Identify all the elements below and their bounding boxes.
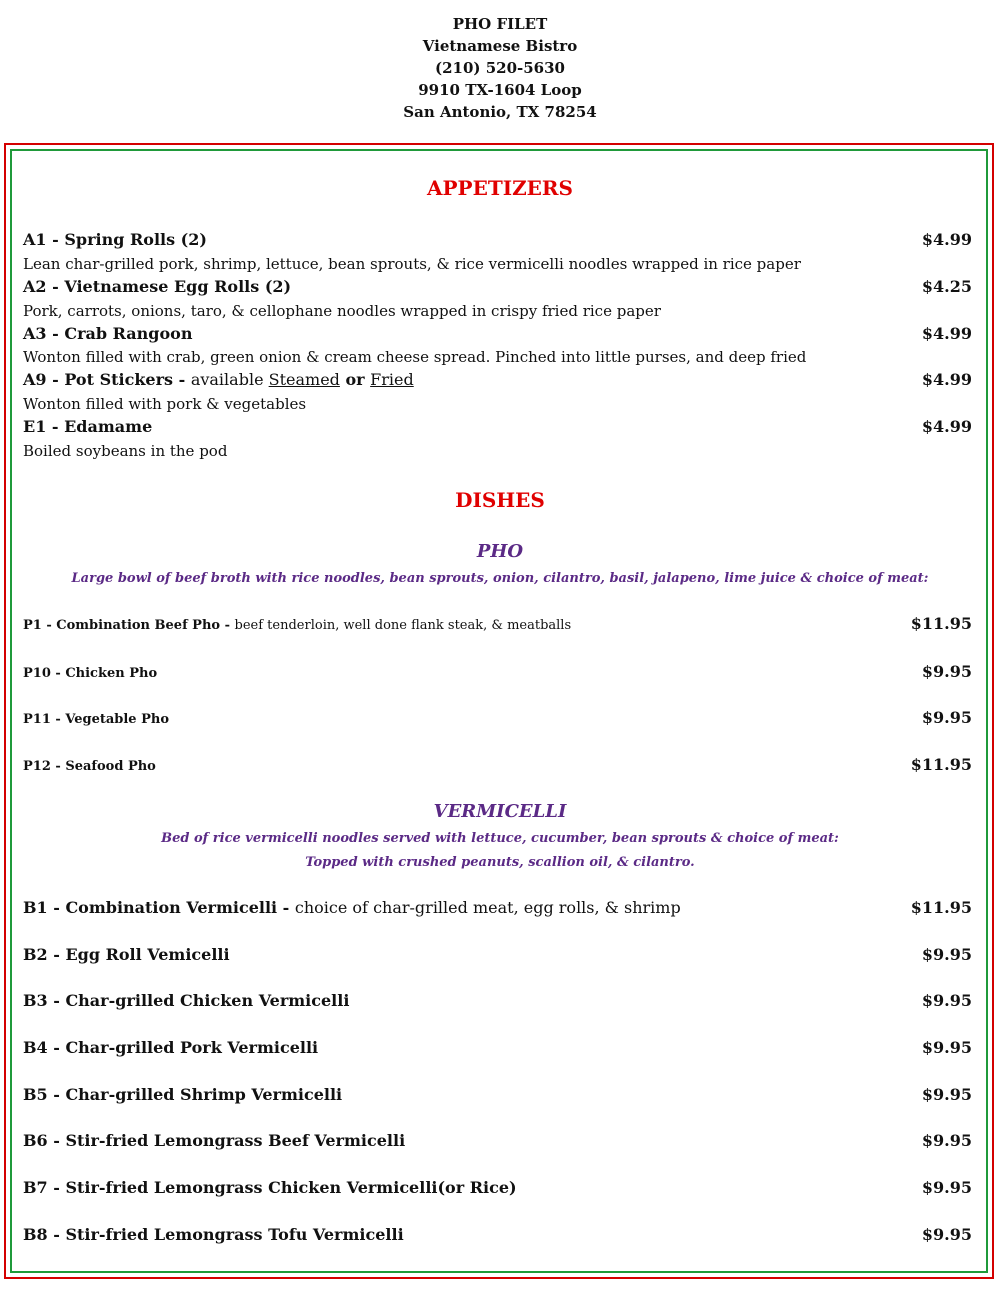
menu-item-a3 bbox=[23, 324, 972, 343]
item-name: B8 - Stir-fried Lemongrass Tofu Vermicelli bbox=[23, 1225, 404, 1244]
item-price: $9.95 bbox=[921, 1085, 972, 1104]
restaurant-phone: (210) 520-5630 bbox=[434, 59, 565, 77]
item-name: P10 - Chicken Pho bbox=[23, 666, 158, 681]
item-name: A1 - Spring Rolls (2) bbox=[23, 230, 207, 249]
item-price: $4.99 bbox=[921, 230, 972, 249]
menu-item-b1 bbox=[23, 898, 972, 917]
pho-description: Large bowl of beef broth with rice noodles, bean sprouts, onion, cilantro, basil, jalapeno, lime juice & choice of meat: bbox=[71, 571, 929, 586]
item-price: $9.95 bbox=[921, 1225, 972, 1244]
item-price: $11.95 bbox=[910, 898, 972, 917]
item-description: Boiled soybeans in the pod bbox=[23, 442, 228, 460]
menu-item-b2 bbox=[23, 945, 972, 964]
menu-item-b6 bbox=[23, 1131, 972, 1150]
item-detail: choice of char-grilled meat, egg rolls, & shrimp bbox=[294, 898, 681, 917]
item-detail: beef tenderloin, well done flank steak, & meatballs bbox=[234, 618, 572, 633]
item-name: A9 - Pot Stickers - bbox=[23, 370, 191, 389]
item-price: $4.99 bbox=[921, 370, 972, 389]
menu-item-b7 bbox=[23, 1178, 972, 1197]
item-price: $9.95 bbox=[921, 708, 972, 727]
item-description: Pork, carrots, onions, taro, & cellophane noodles wrapped in crispy fried rice paper bbox=[23, 302, 661, 320]
item-name: P1 - Combination Beef Pho - bbox=[23, 618, 235, 633]
menu-item-a9 bbox=[23, 370, 972, 389]
dishes-heading: DISHES bbox=[455, 488, 545, 512]
item-price: $9.95 bbox=[921, 1038, 972, 1057]
menu-item-p10 bbox=[23, 662, 972, 681]
menu-item-b8 bbox=[23, 1225, 972, 1244]
item-name: P12 - Seafood Pho bbox=[23, 759, 156, 774]
item-description: Wonton filled with pork & vegetables bbox=[23, 395, 307, 413]
item-description: Lean char-grilled pork, shrimp, lettuce, bean sprouts, & rice vermicelli noodles wrapped in rice paper bbox=[23, 255, 801, 273]
option-fried: Fried bbox=[370, 370, 414, 389]
menu-item-a1 bbox=[23, 230, 972, 249]
menu-item-p12 bbox=[23, 755, 972, 774]
item-name: B5 - Char-grilled Shrimp Vermicelli bbox=[23, 1085, 343, 1104]
item-availability-label: available bbox=[190, 370, 269, 389]
menu-item-b5 bbox=[23, 1085, 972, 1104]
vermicelli-description: Bed of rice vermicelli noodles served with lettuce, cucumber, bean sprouts & choice of meat: bbox=[161, 831, 839, 846]
option-steamed: Steamed bbox=[268, 370, 340, 389]
restaurant-street: 9910 TX-1604 Loop bbox=[418, 81, 582, 99]
restaurant-city: San Antonio, TX 78254 bbox=[403, 103, 597, 121]
menu-item-p1 bbox=[23, 614, 972, 633]
menu-item-b4 bbox=[23, 1038, 972, 1057]
item-price: $4.99 bbox=[921, 417, 972, 436]
item-price: $9.95 bbox=[921, 662, 972, 681]
item-description: Wonton filled with crab, green onion & cream cheese spread. Pinched into little purses, and deep fried bbox=[23, 348, 807, 366]
item-name: E1 - Edamame bbox=[23, 417, 153, 436]
item-price: $9.95 bbox=[921, 1131, 972, 1150]
option-separator: or bbox=[339, 370, 371, 389]
item-name: B2 - Egg Roll Vemicelli bbox=[23, 945, 230, 964]
pho-heading: PHO bbox=[476, 541, 524, 562]
item-name: B7 - Stir-fried Lemongrass Chicken Vermicelli(or Rice) bbox=[23, 1178, 517, 1197]
menu-item-b3 bbox=[23, 991, 972, 1010]
item-name: B3 - Char-grilled Chicken Vermicelli bbox=[23, 991, 350, 1010]
item-name: B6 - Stir-fried Lemongrass Beef Vermicelli bbox=[23, 1131, 406, 1150]
item-name: A3 - Crab Rangoon bbox=[23, 324, 193, 343]
vermicelli-description-2: Topped with crushed peanuts, scallion oil, & cilantro. bbox=[305, 855, 695, 870]
item-price: $4.25 bbox=[921, 277, 972, 296]
menu-item-a2 bbox=[23, 277, 972, 296]
item-price: $11.95 bbox=[910, 614, 972, 633]
restaurant-subtitle: Vietnamese Bistro bbox=[422, 37, 578, 55]
item-name: P11 - Vegetable Pho bbox=[23, 712, 169, 727]
item-price: $9.95 bbox=[921, 1178, 972, 1197]
item-name: B1 - Combination Vermicelli - bbox=[23, 898, 295, 917]
item-name: B4 - Char-grilled Pork Vermicelli bbox=[23, 1038, 319, 1057]
restaurant-name: PHO FILET bbox=[452, 15, 548, 33]
appetizers-heading: APPETIZERS bbox=[427, 176, 573, 200]
item-price: $11.95 bbox=[910, 755, 972, 774]
vermicelli-heading: VERMICELLI bbox=[433, 801, 567, 822]
restaurant-header bbox=[0, 13, 1000, 123]
item-price: $9.95 bbox=[921, 991, 972, 1010]
item-name: A2 - Vietnamese Egg Rolls (2) bbox=[23, 277, 292, 296]
item-price: $9.95 bbox=[921, 945, 972, 964]
menu-item-p11 bbox=[23, 708, 972, 727]
item-price: $4.99 bbox=[921, 324, 972, 343]
menu-item-e1 bbox=[23, 417, 972, 436]
